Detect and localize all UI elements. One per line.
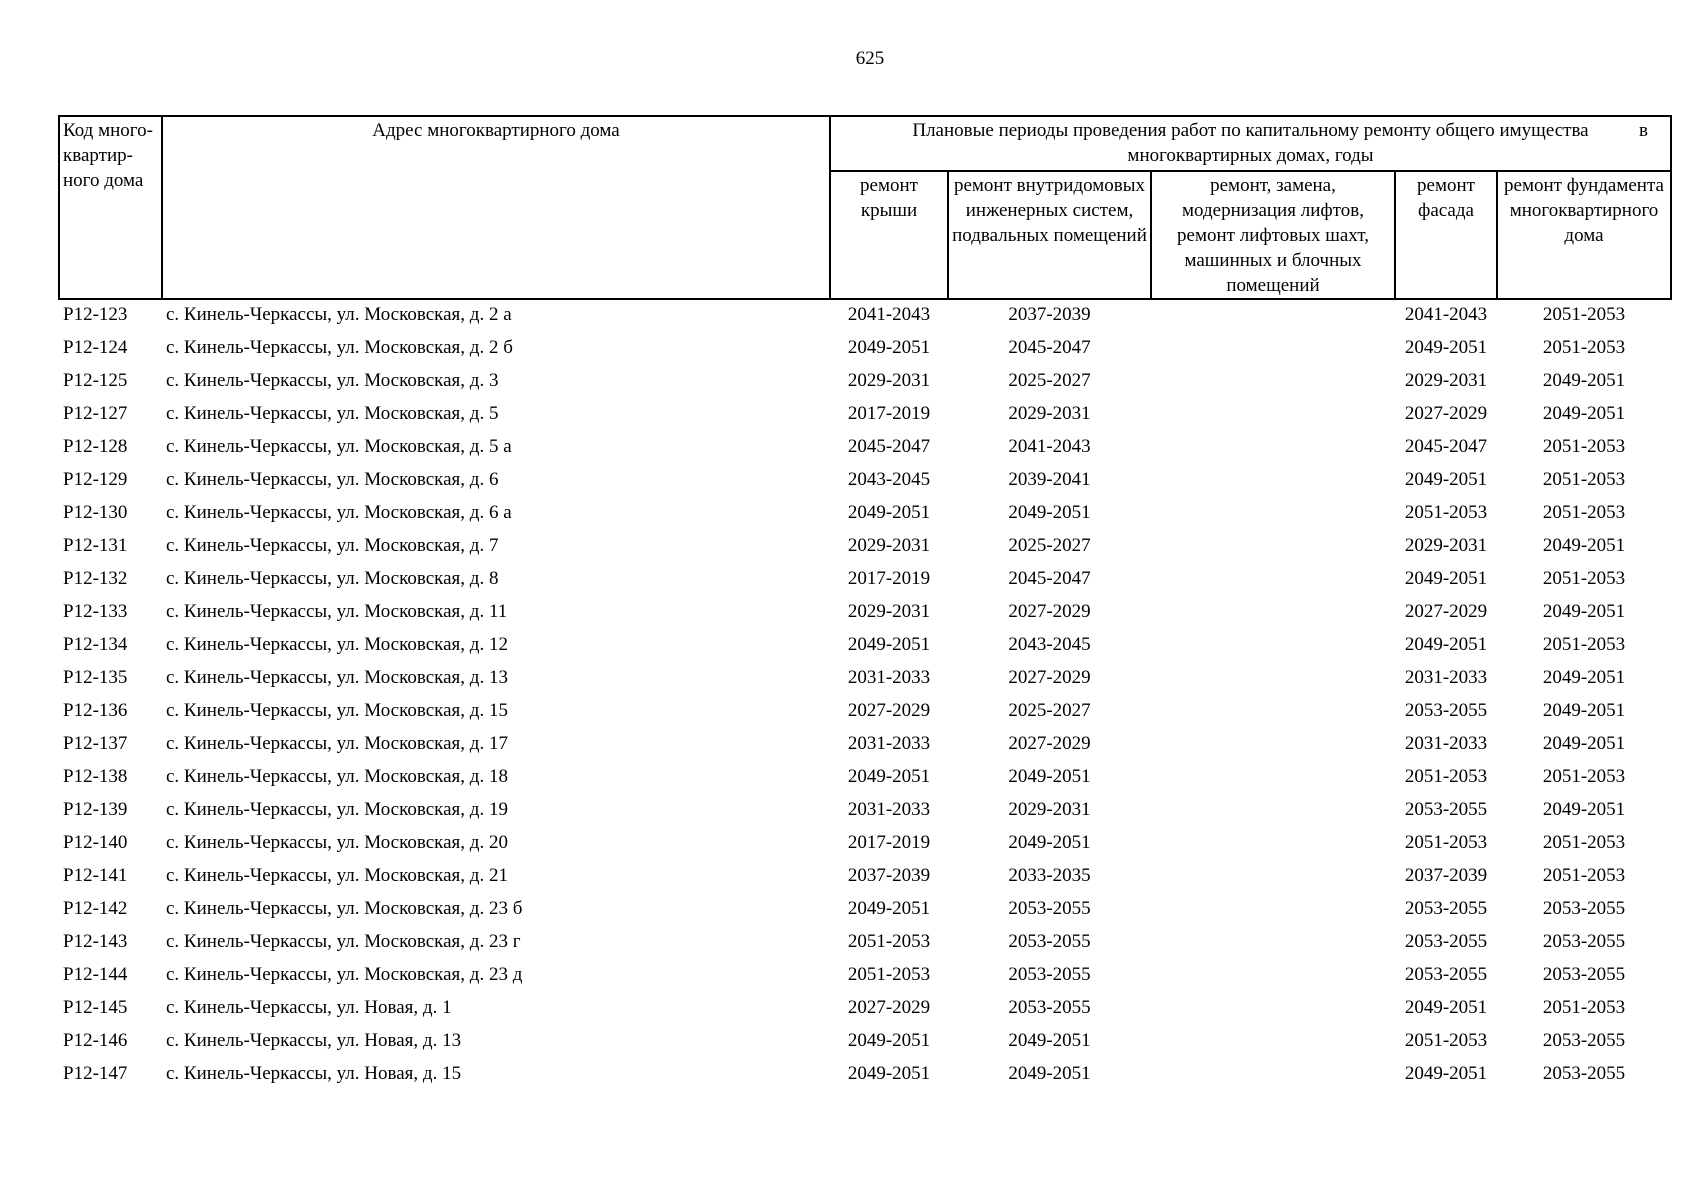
cell-engineering: 2025-2027 — [1008, 535, 1091, 556]
cell-address: с. Кинель-Черкассы, ул. Московская, д. 19 — [166, 799, 508, 820]
cell-engineering: 2053-2055 — [1008, 964, 1091, 985]
cell-engineering: 2043-2045 — [1008, 634, 1091, 655]
cell-code: Р12-135 — [63, 667, 128, 688]
cell-foundation: 2049-2051 — [1542, 403, 1626, 424]
cell-facade: 2049-2051 — [1404, 1063, 1488, 1084]
cell-roof: 2045-2047 — [847, 436, 931, 457]
cell-roof: 2027-2029 — [847, 700, 931, 721]
cell-foundation: 2051-2053 — [1542, 568, 1626, 589]
cell-code: Р12-146 — [63, 1030, 128, 1051]
cell-code: Р12-141 — [63, 865, 128, 886]
cell-roof: 2049-2051 — [847, 634, 931, 655]
cell-code: Р12-140 — [63, 832, 128, 853]
cell-code: Р12-123 — [63, 304, 128, 325]
cell-engineering: 2049-2051 — [1008, 1063, 1091, 1084]
cell-facade: 2053-2055 — [1404, 799, 1488, 820]
table-row — [59, 861, 1671, 894]
cell-foundation: 2053-2055 — [1542, 1063, 1626, 1084]
cell-code: Р12-145 — [63, 997, 128, 1018]
cell-elevators — [1151, 696, 1395, 729]
cell-engineering: 2053-2055 — [1008, 997, 1091, 1018]
cell-elevators — [1151, 531, 1395, 564]
table-row — [59, 960, 1671, 993]
cell-engineering: 2029-2031 — [1008, 403, 1091, 424]
cell-engineering: 2027-2029 — [1008, 601, 1091, 622]
cell-address: с. Кинель-Черкассы, ул. Московская, д. 18 — [166, 766, 508, 787]
cell-facade: 2027-2029 — [1404, 601, 1488, 622]
cell-roof: 2049-2051 — [847, 502, 931, 523]
cell-elevators — [1151, 399, 1395, 432]
cell-foundation: 2051-2053 — [1542, 997, 1626, 1018]
cell-elevators — [1151, 927, 1395, 960]
header-periods-title — [830, 116, 1671, 171]
cell-engineering: 2033-2035 — [1008, 865, 1091, 886]
table-row — [59, 432, 1671, 465]
cell-facade: 2045-2047 — [1404, 436, 1488, 457]
table-row — [59, 333, 1671, 366]
cell-code: Р12-134 — [63, 634, 128, 655]
cell-foundation: 2049-2051 — [1542, 733, 1626, 754]
cell-address: с. Кинель-Черкассы, ул. Московская, д. 2 б — [166, 337, 513, 358]
cell-address: с. Кинель-Черкассы, ул. Новая, д. 1 — [166, 997, 452, 1018]
table-row — [59, 762, 1671, 795]
cell-facade: 2051-2053 — [1404, 502, 1488, 523]
cell-engineering: 2053-2055 — [1008, 931, 1091, 952]
cell-address: с. Кинель-Черкассы, ул. Московская, д. 6 — [166, 469, 499, 490]
cell-address: с. Кинель-Черкассы, ул. Московская, д. 15 — [166, 700, 508, 721]
cell-elevators — [1151, 1059, 1395, 1092]
cell-elevators — [1151, 663, 1395, 696]
cell-foundation: 2049-2051 — [1542, 799, 1626, 820]
cell-roof: 2049-2051 — [847, 1063, 931, 1084]
table-row — [59, 993, 1671, 1026]
cell-facade: 2037-2039 — [1404, 865, 1488, 886]
table-row — [59, 696, 1671, 729]
cell-engineering: 2049-2051 — [1008, 766, 1091, 787]
header-facade: ремонт фасада — [1395, 171, 1497, 299]
cell-code: Р12-133 — [63, 601, 128, 622]
cell-code: Р12-142 — [63, 898, 128, 919]
cell-elevators — [1151, 465, 1395, 498]
cell-elevators — [1151, 333, 1395, 366]
cell-elevators — [1151, 630, 1395, 663]
header-periods-title-tail: в — [1639, 120, 1648, 141]
cell-roof: 2027-2029 — [847, 997, 931, 1018]
header-periods-title-line1: Плановые периоды проведения работ по капитальному ремонту общего имущества — [912, 120, 1589, 141]
cell-elevators — [1151, 762, 1395, 795]
cell-facade: 2027-2029 — [1404, 403, 1488, 424]
cell-engineering: 2053-2055 — [1008, 898, 1091, 919]
cell-engineering: 2037-2039 — [1008, 304, 1091, 325]
cell-foundation: 2049-2051 — [1542, 700, 1626, 721]
header-engineering: ремонт внутридомовых инженерных систем, подвальных помещений — [948, 171, 1151, 299]
cell-engineering: 2039-2041 — [1008, 469, 1091, 490]
cell-code: Р12-130 — [63, 502, 128, 523]
cell-engineering: 2025-2027 — [1008, 370, 1091, 391]
cell-code: Р12-132 — [63, 568, 128, 589]
cell-elevators — [1151, 993, 1395, 1026]
cell-foundation: 2051-2053 — [1542, 634, 1626, 655]
cell-elevators — [1151, 597, 1395, 630]
cell-elevators — [1151, 498, 1395, 531]
cell-elevators — [1151, 366, 1395, 399]
cell-roof: 2017-2019 — [847, 832, 931, 853]
cell-roof: 2029-2031 — [847, 370, 931, 391]
cell-roof: 2031-2033 — [847, 733, 931, 754]
cell-engineering: 2045-2047 — [1008, 568, 1091, 589]
cell-facade: 2051-2053 — [1404, 832, 1488, 853]
cell-address: с. Кинель-Черкассы, ул. Новая, д. 15 — [166, 1063, 462, 1084]
table-row — [59, 531, 1671, 564]
cell-code: Р12-129 — [63, 469, 128, 490]
table-row — [59, 1026, 1671, 1059]
cell-foundation: 2051-2053 — [1542, 865, 1626, 886]
cell-foundation: 2049-2051 — [1542, 370, 1626, 391]
cell-address: с. Кинель-Черкассы, ул. Московская, д. 11 — [166, 601, 508, 622]
cell-code: Р12-139 — [63, 799, 128, 820]
table-row — [59, 894, 1671, 927]
cell-roof: 2051-2053 — [847, 964, 931, 985]
cell-foundation: 2051-2053 — [1542, 766, 1626, 787]
table-row — [59, 399, 1671, 432]
cell-code: Р12-124 — [63, 337, 128, 358]
cell-facade: 2049-2051 — [1404, 568, 1488, 589]
cell-foundation: 2051-2053 — [1542, 502, 1626, 523]
cell-facade: 2051-2053 — [1404, 766, 1488, 787]
cell-code: Р12-137 — [63, 733, 128, 754]
cell-facade: 2031-2033 — [1404, 667, 1488, 688]
table-row — [59, 729, 1671, 762]
cell-address: с. Кинель-Черкассы, ул. Московская, д. 6 а — [166, 502, 512, 523]
cell-code: Р12-128 — [63, 436, 128, 457]
cell-address: с. Кинель-Черкассы, ул. Московская, д. 21 — [166, 865, 508, 886]
table-row — [59, 564, 1671, 597]
table-row — [59, 795, 1671, 828]
table-row — [59, 927, 1671, 960]
cell-engineering: 2025-2027 — [1008, 700, 1091, 721]
cell-foundation: 2053-2055 — [1542, 964, 1626, 985]
cell-address: с. Кинель-Черкассы, ул. Московская, д. 2 а — [166, 304, 512, 325]
cell-facade: 2053-2055 — [1404, 898, 1488, 919]
cell-foundation: 2053-2055 — [1542, 1030, 1626, 1051]
cell-code: Р12-125 — [63, 370, 128, 391]
table-row — [59, 299, 1671, 333]
header-foundation: ремонт фундамента многоквартирного дома — [1497, 171, 1671, 299]
cell-address: с. Кинель-Черкассы, ул. Московская, д. 12 — [166, 634, 508, 655]
cell-facade: 2049-2051 — [1404, 337, 1488, 358]
cell-elevators — [1151, 795, 1395, 828]
cell-facade: 2053-2055 — [1404, 931, 1488, 952]
header-address: Адрес многоквартирного дома — [162, 116, 830, 299]
table-header — [59, 116, 1671, 299]
cell-code: Р12-127 — [63, 403, 128, 424]
cell-elevators — [1151, 432, 1395, 465]
cell-address: с. Кинель-Черкассы, ул. Московская, д. 5 а — [166, 436, 512, 457]
repair-schedule-table — [58, 115, 1672, 1092]
cell-address: с. Кинель-Черкассы, ул. Московская, д. 8 — [166, 568, 499, 589]
cell-code: Р12-147 — [63, 1063, 128, 1084]
cell-facade: 2049-2051 — [1404, 997, 1488, 1018]
cell-roof: 2049-2051 — [847, 1030, 931, 1051]
table-row — [59, 828, 1671, 861]
header-elevators: ремонт, замена, модернизация лифтов, ремонт лифтовых шахт, машинных и блочных помещений — [1151, 171, 1395, 299]
table-row — [59, 498, 1671, 531]
cell-foundation: 2051-2053 — [1542, 469, 1626, 490]
cell-foundation: 2051-2053 — [1542, 832, 1626, 853]
cell-elevators — [1151, 729, 1395, 762]
table-row — [59, 597, 1671, 630]
cell-roof: 2037-2039 — [847, 865, 931, 886]
cell-engineering: 2045-2047 — [1008, 337, 1091, 358]
cell-facade: 2053-2055 — [1404, 700, 1488, 721]
cell-roof: 2029-2031 — [847, 535, 931, 556]
cell-roof: 2017-2019 — [847, 568, 931, 589]
cell-code: Р12-144 — [63, 964, 128, 985]
cell-foundation: 2049-2051 — [1542, 535, 1626, 556]
cell-facade: 2053-2055 — [1404, 964, 1488, 985]
cell-elevators — [1151, 960, 1395, 993]
table-row — [59, 663, 1671, 696]
cell-address: с. Кинель-Черкассы, ул. Московская, д. 17 — [166, 733, 508, 754]
cell-address: с. Кинель-Черкассы, ул. Новая, д. 13 — [166, 1030, 462, 1051]
cell-elevators — [1151, 894, 1395, 927]
cell-engineering: 2041-2043 — [1008, 436, 1091, 457]
cell-code: Р12-138 — [63, 766, 128, 787]
table-body — [59, 299, 1671, 1092]
cell-facade: 2031-2033 — [1404, 733, 1488, 754]
header-code: Код много-квартир-ного дома — [59, 116, 162, 299]
cell-engineering: 2049-2051 — [1008, 832, 1091, 853]
cell-foundation: 2049-2051 — [1542, 601, 1626, 622]
cell-elevators — [1151, 828, 1395, 861]
cell-foundation: 2049-2051 — [1542, 667, 1626, 688]
cell-roof: 2031-2033 — [847, 799, 931, 820]
cell-roof: 2049-2051 — [847, 766, 931, 787]
cell-roof: 2029-2031 — [847, 601, 931, 622]
cell-foundation: 2053-2055 — [1542, 931, 1626, 952]
cell-address: с. Кинель-Черкассы, ул. Московская, д. 5 — [166, 403, 499, 424]
cell-elevators — [1151, 861, 1395, 894]
cell-code: Р12-136 — [63, 700, 128, 721]
cell-elevators — [1151, 1026, 1395, 1059]
cell-roof: 2051-2053 — [847, 931, 931, 952]
cell-foundation: 2051-2053 — [1542, 304, 1626, 325]
cell-foundation: 2051-2053 — [1542, 337, 1626, 358]
cell-roof: 2017-2019 — [847, 403, 931, 424]
table-row — [59, 630, 1671, 663]
page-number: 625 — [855, 48, 885, 69]
cell-engineering: 2049-2051 — [1008, 1030, 1091, 1051]
cell-address: с. Кинель-Черкассы, ул. Московская, д. 23 д — [166, 964, 523, 985]
cell-elevators — [1151, 299, 1395, 333]
cell-facade: 2029-2031 — [1404, 370, 1488, 391]
cell-roof: 2031-2033 — [847, 667, 931, 688]
cell-engineering: 2029-2031 — [1008, 799, 1091, 820]
cell-address: с. Кинель-Черкассы, ул. Московская, д. 23 г — [166, 931, 521, 952]
cell-code: Р12-131 — [63, 535, 128, 556]
cell-facade: 2051-2053 — [1404, 1030, 1488, 1051]
table-row — [59, 465, 1671, 498]
cell-address: с. Кинель-Черкассы, ул. Московская, д. 7 — [166, 535, 499, 556]
cell-roof: 2043-2045 — [847, 469, 931, 490]
cell-address: с. Кинель-Черкассы, ул. Московская, д. 3 — [166, 370, 499, 391]
cell-roof: 2041-2043 — [847, 304, 931, 325]
cell-engineering: 2027-2029 — [1008, 667, 1091, 688]
cell-elevators — [1151, 564, 1395, 597]
cell-code: Р12-143 — [63, 931, 128, 952]
header-periods-title-line2: многоквартирных домах, годы — [1127, 145, 1374, 166]
cell-roof: 2049-2051 — [847, 337, 931, 358]
cell-foundation: 2051-2053 — [1542, 436, 1626, 457]
cell-address: с. Кинель-Черкассы, ул. Московская, д. 23 б — [166, 898, 523, 919]
cell-address: с. Кинель-Черкассы, ул. Московская, д. 13 — [166, 667, 508, 688]
cell-foundation: 2053-2055 — [1542, 898, 1626, 919]
header-roof: ремонт крыши — [830, 171, 948, 299]
table-row — [59, 1059, 1671, 1092]
table-row — [59, 366, 1671, 399]
cell-facade: 2049-2051 — [1404, 634, 1488, 655]
cell-roof: 2049-2051 — [847, 898, 931, 919]
cell-facade: 2049-2051 — [1404, 469, 1488, 490]
cell-facade: 2029-2031 — [1404, 535, 1488, 556]
cell-facade: 2041-2043 — [1404, 304, 1488, 325]
cell-engineering: 2027-2029 — [1008, 733, 1091, 754]
cell-engineering: 2049-2051 — [1008, 502, 1091, 523]
cell-address: с. Кинель-Черкассы, ул. Московская, д. 20 — [166, 832, 508, 853]
